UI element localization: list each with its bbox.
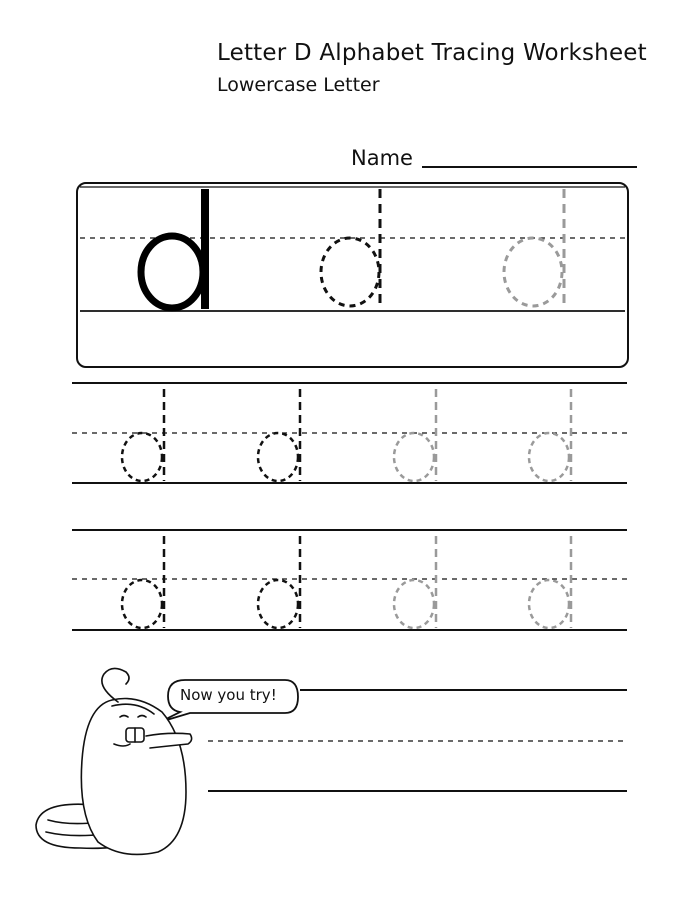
worksheet-subtitle: Lowercase Letter — [217, 74, 380, 96]
example-box — [77, 183, 628, 367]
letter-d-dashed-light — [504, 189, 564, 308]
trace-row-1 — [72, 383, 627, 483]
letter-d-dashed-light — [394, 536, 436, 628]
letter-d-dashed-dark — [258, 536, 300, 628]
letter-d-dashed-light — [394, 389, 436, 481]
letter-d-dashed-dark — [122, 389, 164, 481]
letter-d-dashed-light — [529, 389, 571, 481]
letter-d-dashed-dark — [122, 536, 164, 628]
letter-d-dashed-dark — [258, 389, 300, 481]
example-row — [77, 183, 628, 367]
letter-d-solid — [141, 189, 205, 309]
name-label: Name — [351, 146, 413, 170]
letter-d-dashed-dark — [321, 189, 380, 308]
trace-row-2 — [72, 530, 627, 630]
speech-bubble-text: Now you try! — [180, 686, 277, 704]
worksheet-title: Letter D Alphabet Tracing Worksheet — [217, 40, 647, 66]
letter-d-dashed-light — [529, 536, 571, 628]
